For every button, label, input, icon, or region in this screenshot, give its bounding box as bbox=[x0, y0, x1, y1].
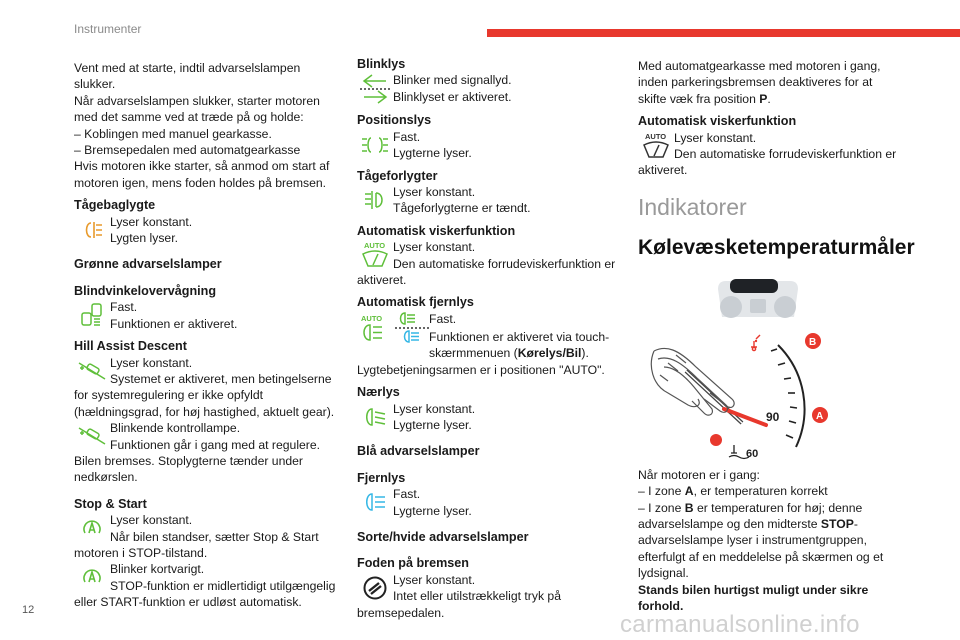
lamp-text: Blinkende kontrollampe. bbox=[110, 421, 241, 436]
column-1 bbox=[74, 60, 336, 611]
page-number: 12 bbox=[22, 604, 35, 616]
lamp-text: Den automatiske forrudeviskerfunktion er aktiveret. bbox=[638, 147, 897, 178]
lamp-row bbox=[357, 72, 619, 106]
heading-blaa: Blå advarselslamper bbox=[357, 444, 480, 459]
lamp-text: Lyser konstant. bbox=[393, 401, 476, 416]
lamp-row bbox=[357, 572, 619, 621]
blind-spot-icon bbox=[74, 299, 110, 331]
heading-automatisk-visker: Automatisk viskerfunktion bbox=[638, 114, 797, 129]
body-line: – I zone B er temperaturen for høj; denne advarselslampe og den midterste STOP-advarselslampe lyser i instrumentgruppen, efterfulgt af en meddelelse på skærmen og et lydsignal. bbox=[638, 500, 884, 581]
lamp-row bbox=[74, 512, 336, 561]
lamp-text: Lyser konstant. bbox=[110, 355, 193, 370]
menu-path: Kørelys/Bil bbox=[517, 346, 582, 361]
lamp-row bbox=[357, 129, 619, 162]
lamp-text: Lyser konstant. bbox=[110, 214, 193, 229]
lamp-text: Lygten lyser. bbox=[110, 231, 178, 246]
auto-label: AUTO bbox=[645, 131, 667, 141]
header-accent-bar bbox=[487, 29, 960, 37]
heading-hill-assist: Hill Assist Descent bbox=[74, 339, 187, 354]
section-title-indikatorer: Indikatorer bbox=[638, 193, 747, 220]
lamp-text: Intet eller utilstrækkeligt tryk på bremsepedalen. bbox=[357, 589, 561, 620]
body-line: Når motoren er i gang: bbox=[638, 467, 760, 482]
lamp-text: Funktionen er aktiveret via touch-skærmmenuen (Kørelys/Bil). bbox=[429, 329, 610, 361]
lamp-text: Systemet er aktiveret, men betingelserne for systemregulering er ikke opfyldt (hældningsgrad, for høj hastighed, aktuelt gear). bbox=[74, 371, 335, 419]
heading-taagebaglygte: Tågebaglygte bbox=[74, 198, 156, 213]
gauge-dial bbox=[651, 335, 804, 460]
lamp-row bbox=[74, 299, 336, 332]
lamp-text: Lyser konstant. bbox=[393, 185, 476, 200]
hot-temperature-icon bbox=[751, 335, 760, 351]
lamp-row bbox=[74, 214, 336, 247]
lamp-text: Lygterne lyser. bbox=[393, 146, 472, 161]
gauge-pivot-dot bbox=[710, 434, 722, 446]
tick-90: 90 bbox=[766, 409, 780, 424]
column-3 bbox=[638, 58, 915, 615]
body-line-bold: Stands bilen hurtigst muligt under sikre forhold. bbox=[638, 582, 869, 614]
heading-taageforlygter: Tågeforlygter bbox=[357, 168, 438, 183]
tick-60: 60 bbox=[746, 447, 759, 460]
lamp-text: Lyser konstant. bbox=[110, 513, 193, 528]
auto-high-beam-icon bbox=[357, 313, 387, 343]
cluster-thumbnail bbox=[718, 279, 798, 318]
auto-high-beam-icons bbox=[357, 311, 429, 345]
zone-a-label bbox=[812, 407, 828, 423]
lamp-text: Fast. bbox=[393, 129, 421, 144]
lamp-text: Lygterne lyser. bbox=[393, 503, 472, 518]
intro-line: Når advarselslampen slukker, starter motoren med det samme ved at træde på og holde: bbox=[74, 93, 320, 125]
auto-label: AUTO bbox=[364, 241, 386, 251]
low-beam-icon bbox=[357, 401, 393, 433]
lamp-text: STOP-funktion er midlertidigt utilgængelig eller START-funktion er udløst automatisk. bbox=[74, 578, 336, 610]
lamp-text: Lyser konstant. bbox=[393, 572, 476, 587]
lamp-text: Lyser konstant. bbox=[393, 240, 476, 255]
lamp-row bbox=[357, 239, 619, 288]
intro-line: Vent med at starte, indtil advarselslampen slukker. bbox=[74, 61, 301, 92]
lamp-row bbox=[357, 401, 619, 434]
column-2 bbox=[357, 56, 619, 621]
lamp-text: Lygterne lyser. bbox=[393, 417, 472, 432]
lamp-row bbox=[638, 130, 900, 179]
lamp-row bbox=[357, 486, 619, 519]
auto-label: AUTO bbox=[361, 313, 383, 323]
lamp-text: Blinker kortvarigt. bbox=[110, 562, 205, 577]
lamp-row bbox=[74, 355, 336, 421]
lamp-text: Den automatiske forrudeviskerfunktion er aktiveret. bbox=[357, 256, 616, 288]
heading-naerlys: Nærlys bbox=[357, 385, 400, 400]
heading-groenne: Grønne advarselslamper bbox=[74, 257, 222, 272]
lamp-text: Når bilen standser, sætter Stop & Start motoren i STOP-tilstand. bbox=[74, 529, 319, 560]
coolant-gauge-illustration bbox=[638, 275, 900, 461]
lamp-row bbox=[74, 561, 336, 610]
turn-signal-icon bbox=[357, 72, 393, 106]
position-lights-icon bbox=[357, 129, 393, 161]
heading-automatisk-fjernlys: Automatisk fjernlys bbox=[357, 295, 474, 310]
lamp-text: Lygtebetjeningsarmen er i positionen "AUTO". bbox=[357, 362, 605, 377]
heading-fjernlys: Fjernlys bbox=[357, 470, 406, 485]
zone-a-text: A bbox=[816, 410, 824, 422]
front-fog-icon bbox=[357, 184, 393, 216]
zone-b-text: B bbox=[809, 336, 817, 348]
lamp-text: Fast. bbox=[429, 311, 457, 326]
heading-blindvinkel: Blindvinkelovervågning bbox=[74, 283, 217, 298]
heading-automatisk-visker: Automatisk viskerfunktion bbox=[357, 223, 516, 238]
lamp-row bbox=[357, 184, 619, 217]
lamp-text: Funktionen går i gang med at regulere. Bilen bremses. Stoplygterne tænder under nedkørslen. bbox=[74, 437, 321, 485]
lamp-text: Lyser konstant. bbox=[674, 130, 757, 145]
body-line: – I zone A, er temperaturen korrekt bbox=[638, 484, 828, 499]
heading-stop-start: Stop & Start bbox=[74, 496, 147, 511]
heading-sorte-hvide: Sorte/hvide advarselslamper bbox=[357, 529, 529, 544]
running-header: Instrumenter bbox=[74, 22, 142, 36]
section-title-koelevaeske: Kølevæsketemperaturmåler bbox=[638, 235, 915, 259]
coolant-gauge-figure bbox=[638, 275, 900, 461]
high-beam-dual-icon bbox=[395, 311, 429, 345]
zone-b-label bbox=[805, 333, 821, 349]
lamp-text: Blinker med signallyd. bbox=[393, 73, 512, 88]
lamp-text: Blinklyset er aktiveret. bbox=[393, 89, 512, 104]
lamp-text: Fast. bbox=[393, 487, 421, 502]
high-beam-icon bbox=[357, 486, 393, 518]
heading-blinklys: Blinklys bbox=[357, 57, 406, 71]
lamp-text: Tågeforlygterne er tændt. bbox=[393, 201, 531, 216]
lamp-text: Fast. bbox=[110, 300, 138, 315]
intro-line: – Koblingen med manuel gearkasse. bbox=[74, 126, 272, 141]
intro-line: Hvis motoren ikke starter, så anmod om start af motoren igen, mens foden holdes på bremsen. bbox=[74, 159, 330, 190]
intro-line: – Bremsepedalen med automatgearkasse bbox=[74, 143, 301, 158]
rear-fog-lamp-icon bbox=[74, 214, 110, 246]
watermark: carmanualsonline.info bbox=[620, 611, 860, 638]
lamp-text: Funktionen er aktiveret. bbox=[110, 316, 238, 331]
heading-foden-paa-bremsen: Foden på bremsen bbox=[357, 556, 469, 571]
intro-paragraph: Med automatgearkasse med motoren i gang, inden parkeringsbremsen deaktiveres for at skifte væk fra position P. bbox=[638, 59, 881, 106]
heading-positionslys: Positionslys bbox=[357, 113, 432, 128]
lamp-row bbox=[74, 420, 336, 486]
